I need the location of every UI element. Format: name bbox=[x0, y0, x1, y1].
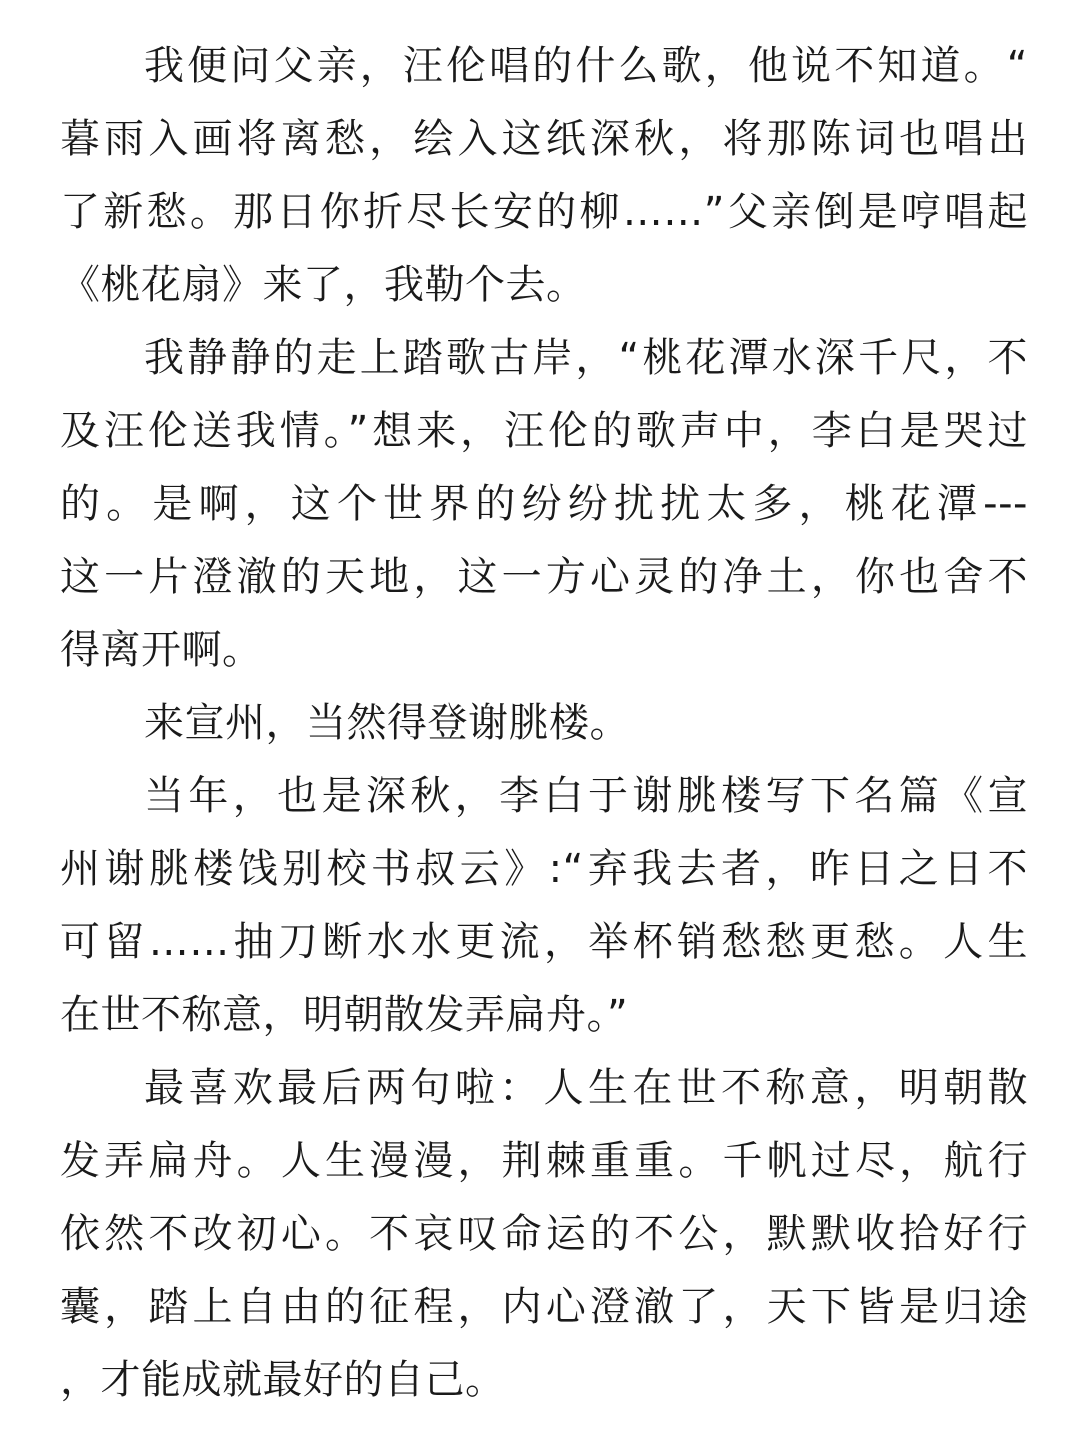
text-line: 在世不称意，明朝散发弄扁舟。” bbox=[60, 992, 629, 1038]
text-line: 得离开啊。 bbox=[60, 627, 263, 673]
text-line: 最喜欢最后两句啦：人生在世不称意，明朝散 bbox=[144, 1065, 1028, 1111]
text-line: ，才能成就最好的自己。 bbox=[60, 1357, 506, 1403]
text-line: 了新愁。那日你折尽长安的柳……”父亲倒是哼唱起 bbox=[60, 189, 1028, 235]
text-line: 州谢朓楼饯别校书叔云》:“弃我去者，昨日之日不 bbox=[60, 846, 1028, 892]
text-line: 的。是啊，这个世界的纷纷扰扰太多，桃花潭--- bbox=[60, 481, 1028, 527]
document-body bbox=[60, 30, 1028, 1417]
text-line: 我静静的走上踏歌古岸，“桃花潭水深千尺，不 bbox=[144, 335, 1028, 381]
text-line: 发弄扁舟。人生漫漫，荆棘重重。千帆过尽，航行 bbox=[60, 1138, 1028, 1184]
text-line: 来宣州，当然得登谢朓楼。 bbox=[144, 700, 630, 746]
text-line: 我便问父亲，汪伦唱的什么歌，他说不知道。“ bbox=[144, 43, 1028, 89]
text-line: 当年，也是深秋，李白于谢朓楼写下名篇《宣 bbox=[144, 773, 1028, 819]
text-line: 《桃花扇》来了，我勒个去。 bbox=[60, 262, 587, 308]
text-line: 可留……抽刀断水水更流，举杯销愁愁更愁。人生 bbox=[60, 919, 1028, 965]
text-line: 暮雨入画将离愁，绘入这纸深秋，将那陈词也唱出 bbox=[60, 116, 1028, 162]
text-line: 囊，踏上自由的征程，内心澄澈了，天下皆是归途 bbox=[60, 1284, 1028, 1330]
text-line: 及汪伦送我情。”想来，汪伦的歌声中，李白是哭过 bbox=[60, 408, 1028, 454]
text-line: 依然不改初心。不哀叹命运的不公，默默收拾好行 bbox=[60, 1211, 1028, 1257]
text-line: 这一片澄澈的天地，这一方心灵的净土，你也舍不 bbox=[60, 554, 1028, 600]
